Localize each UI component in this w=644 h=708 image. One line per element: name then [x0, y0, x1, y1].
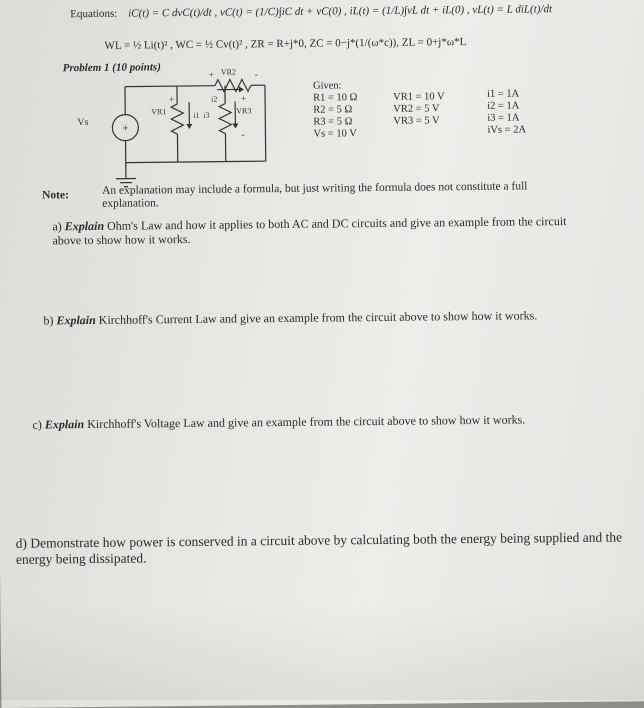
label-vs: Vs	[77, 117, 88, 128]
question-c-letter: c)	[32, 418, 41, 432]
right-wire	[265, 85, 266, 161]
plus-vr1: +	[169, 94, 174, 104]
note-label: Note:	[42, 189, 69, 201]
given-i2: i2 = 1A	[487, 100, 526, 112]
question-c-keyword: Explain	[45, 417, 85, 431]
bottom-wire	[126, 161, 266, 162]
question-a-text: Ohm's Law and how it applies to both AC and DC circuits and give an example from the circuit above to show how it works.	[52, 214, 566, 247]
given-r3: R3 = 5 Ω	[313, 116, 357, 128]
question-c	[32, 412, 612, 432]
resistor-r1	[171, 104, 183, 134]
given-vs: Vs = 10 V	[313, 128, 357, 140]
question-a-letter: a)	[52, 219, 61, 233]
arrow-i3-icon	[232, 123, 238, 128]
source-plus-sign: +	[122, 123, 128, 135]
circuit-diagram	[65, 65, 306, 196]
given-col-resistors	[313, 92, 358, 140]
given-vr2: VR2 = 5 V	[393, 103, 445, 116]
equations-line-2: WL = ½ Li(t)² , WC = ½ Cv(t)² , ZR = R+j*0, ZC = 0−j*(1/(ω*c)), ZL = 0+j*ω*L	[104, 36, 466, 52]
label-i2: i2	[211, 95, 217, 104]
label-vr2: VR2	[221, 67, 236, 76]
question-b-keyword: Explain	[56, 313, 96, 327]
arrow-i2-icon	[239, 86, 244, 92]
note-text: An explanation may include a formula, but just writing the formula does not constitute a full explanation.	[102, 180, 582, 211]
question-d-text: how power is conserved in a circuit above by calculating both the energy being supplied and the energy being dissipated.	[16, 529, 622, 566]
label-i3: i3	[203, 111, 209, 120]
given-r1: R1 = 10 Ω	[313, 92, 357, 104]
label-i1: i1	[193, 111, 199, 120]
label-vr3: VR3	[236, 106, 251, 115]
given-col-voltages	[393, 91, 445, 128]
arrow-i1-icon	[186, 124, 192, 129]
given-title: Given:	[313, 80, 342, 92]
problem-title: Problem 1 (10 points)	[63, 61, 161, 74]
resistor-r3	[219, 104, 231, 134]
equations-line-1: iC(t) = C dvC(t)/dt , vC(t) = (1/C)∫iC dt + vC(0) , iL(t) = (1/L)∫vL dt + iL(0) , vL(t) = L diL(t)/dt	[128, 3, 552, 19]
given-col-currents	[487, 88, 526, 136]
given-i3: i3 = 1A	[487, 112, 526, 124]
question-b-letter: b)	[43, 313, 53, 327]
minus-vr2: -	[255, 69, 258, 79]
question-a	[52, 214, 592, 248]
equations-label: Equations:	[70, 8, 117, 20]
label-vr1: VR1	[151, 107, 166, 116]
plus-vr3: +	[241, 93, 246, 103]
question-c-text: Kirchhoff's Voltage Law and give an example from the circuit above to show how it works.	[87, 412, 525, 431]
question-a-keyword: Explain	[65, 219, 105, 233]
question-d-keyword: Demonstrate	[30, 535, 99, 551]
minus-vr3: -	[241, 129, 244, 139]
question-b-text: Kirchhoff's Current Law and give an example from the circuit above to show how it works.	[99, 308, 538, 327]
question-d-letter: d)	[16, 536, 27, 551]
top-wire-left	[125, 86, 215, 87]
given-vr1: VR1 = 10 V	[393, 91, 445, 104]
plus-vr2: +	[209, 70, 214, 80]
question-d	[16, 529, 628, 567]
question-b	[43, 308, 603, 328]
given-vr3: VR3 = 5 V	[393, 115, 445, 128]
given-i1: i1 = 1A	[487, 88, 526, 100]
given-r2: R2 = 5 Ω	[313, 104, 357, 116]
given-ivs: iVs = 2A	[487, 124, 526, 136]
